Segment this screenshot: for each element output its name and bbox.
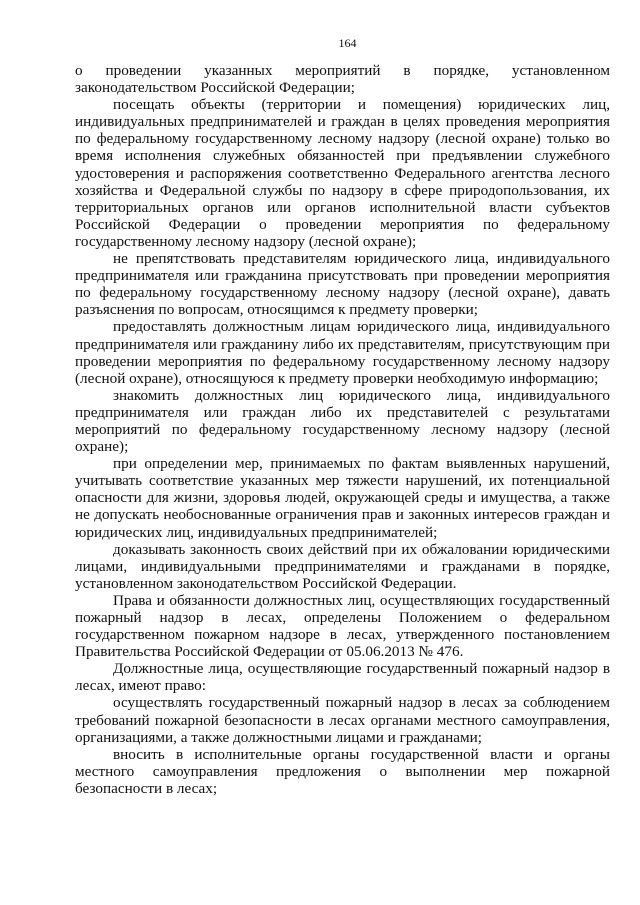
paragraph-8: Права и обязанности должностных лиц, осуществляющих государственный пожарный надзор в лесах, определены Положением о федеральном государственном пожарном надзоре в лесах, утвержденного постановлением Правительства Российской Федерации от 05.06.2013 № 476. (75, 591, 610, 661)
paragraph-2: посещать объекты (территории и помещения) юридических лиц, индивидуальных предпринимателей и граждан в целях проведения мероприятия по федеральному государственному лесному надзору (лесной охране) только во время исполнения служебных обязанностей при предъявлении служебного удостоверения и распоряжения соответственно Федерального агентства лесного хозяйства и Федеральной службы по надзору в сфере природопользования, их территориальных органов или органов исполнительной власти субъектов Российской Федерации о проведении мероприятия по федеральному государственному лесному надзору (лесной охране); (75, 96, 610, 250)
paragraph-3: не препятствовать представителям юридического лица, индивидуального предпринимателя или гражданина присутствовать при проведении мероприятия по федеральному государственному лесному надзору (лесной охране), давать разъяснения по вопросам, относящимся к предмету проверки; (75, 250, 610, 319)
paragraph-10: осуществлять государственный пожарный надзор в лесах за соблюдением требований пожарной безопасности в лесах органами местного самоуправления, организациями, а также должностными лицами и гражданами; (75, 694, 610, 746)
document-page (75, 36, 610, 797)
paragraph-7: доказывать законность своих действий при их обжаловании юридическими лицами, индивидуальными предпринимателями и гражданами в порядке, установленном законодательством Российской Федерации. (75, 540, 610, 592)
paragraph-6: при определении мер, принимаемых по фактам выявленных нарушений, учитывать соответствие указанных мер тяжести нарушений, их потенциальной опасности для жизни, здоровья людей, окружающей среды и имущества, а также не допускать необоснованные ограничения прав и законных интересов граждан и юридических лиц, индивидуальных предпринимателей; (75, 455, 610, 541)
paragraph-11: вносить в исполнительные органы государственной власти и органы местного самоуправления предложения о выполнении мер пожарной безопасности в лесах; (75, 745, 610, 797)
page-number: 164 (338, 36, 357, 50)
paragraph-5: знакомить должностных лиц юридического лица, индивидуального предпринимателя или граждан либо их представителей с результатами мероприятий по федеральному государственному лесному надзору (лесной охране); (75, 386, 610, 456)
paragraph-1: о проведении указанных мероприятий в порядке, установленном законодательством Российской Федерации; (75, 62, 610, 97)
paragraph-4: предоставлять должностным лицам юридического лица, индивидуального предпринимателя или гражданину либо их представителям, присутствующим при проведении мероприятия по федеральному государственному лесному надзору (лесной охране), относящуюся к предмету проверки необходимую информацию; (75, 318, 610, 387)
paragraph-9: Должностные лица, осуществляющие государственный пожарный надзор в лесах, имеют право: (75, 660, 610, 695)
